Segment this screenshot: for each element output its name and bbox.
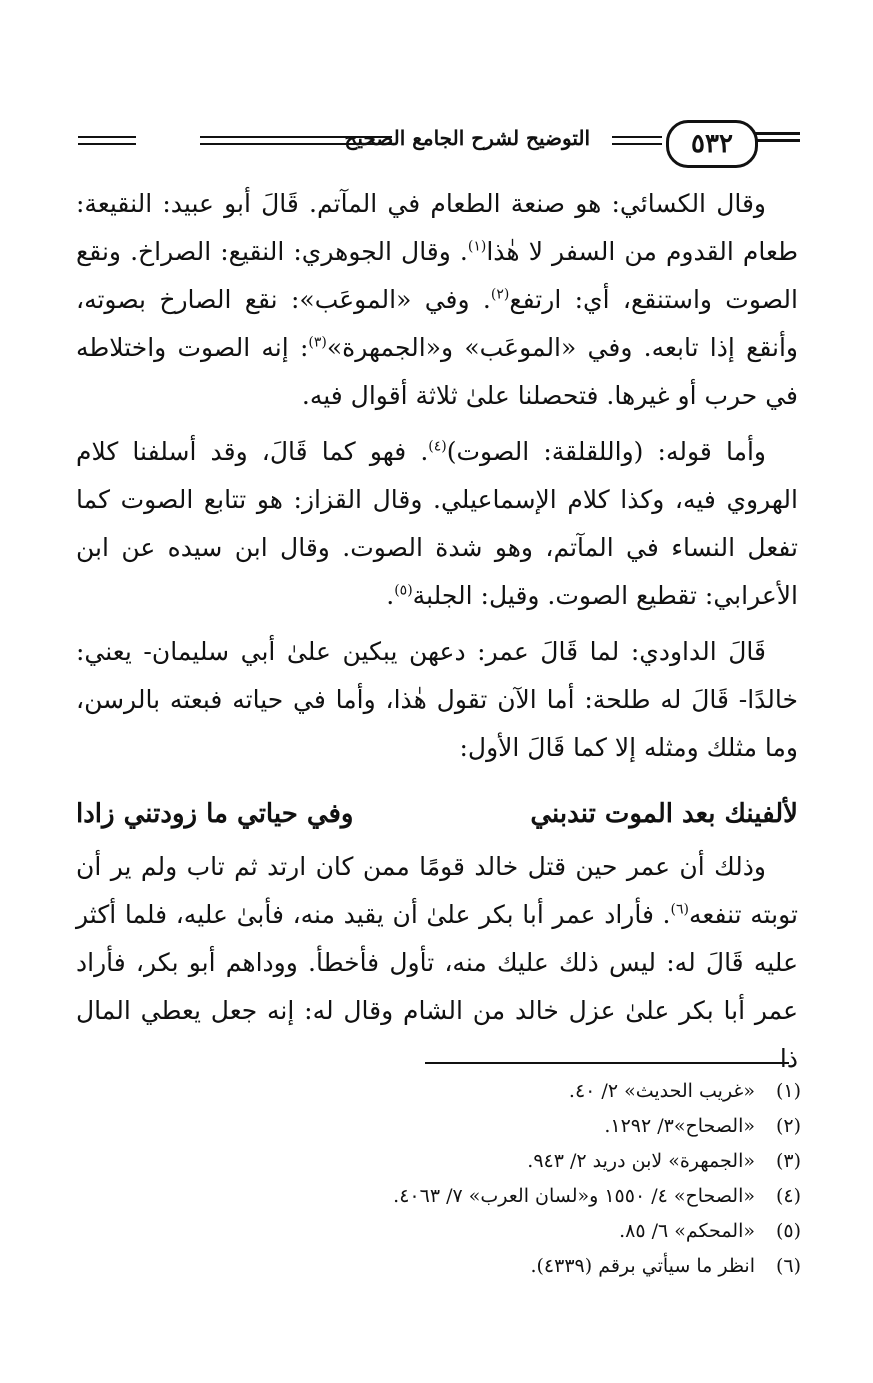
footnote-ref: (٦) (670, 901, 689, 918)
paragraph (76, 628, 798, 772)
footnote-number: (٢) (775, 1115, 801, 1137)
footnote-text: انظر ما سيأتي برقم (٤٣٣٩). (530, 1255, 755, 1277)
footnote-number: (٤) (775, 1185, 801, 1207)
footnote-separator (425, 1062, 789, 1064)
footnote-text: «المحكم» ٦/ ٨٥. (619, 1220, 755, 1242)
text-run: وأما قوله: (واللقلقة: الصوت) (446, 437, 766, 466)
footnote (81, 1214, 801, 1249)
footnote-ref: (٤) (428, 438, 447, 455)
footnote-ref: (١) (467, 238, 487, 255)
poetry-verse (76, 790, 798, 838)
footnote-text: «غريب الحديث» ٢/ ٤٠. (568, 1080, 755, 1102)
text-run: : إنه الصوت واختلاطه في حرب أو غيرها. فتحصلنا علىٰ ثلاثة أقوال فيه. (76, 333, 798, 410)
running-header (60, 112, 800, 172)
text-run: وذلك أن عمر حين قتل خالد قومًا ممن كان ارتد ثم تاب ولم ير أن توبته تنفعه (76, 852, 799, 929)
footnote-number: (٣) (775, 1150, 801, 1172)
footnote-text: «الصحاح»٣/ ١٢٩٢. (604, 1115, 755, 1137)
footnote (81, 1109, 801, 1144)
footnote (81, 1074, 801, 1109)
paragraph (76, 180, 798, 420)
footnote (81, 1179, 801, 1214)
verse-first-hemistich: لألفينك بعد الموت تندبني (530, 799, 798, 829)
footnote-ref: (٣) (308, 334, 327, 351)
paragraph (76, 843, 798, 1083)
footnote (81, 1144, 801, 1179)
footnote-number: (٦) (775, 1255, 801, 1277)
book-title: التوضيح لشرح الجامع الصحيح (344, 126, 590, 150)
header-rule (612, 136, 662, 145)
main-text-continued (76, 843, 798, 1083)
text-run: . فأراد عمر أبا بكر علىٰ أن يقيد منه، فأبىٰ عليه، فلما أكثر عليه قَالَ له: ليس ذلك عليك منه، تأول فأخطأ. ووداهم أبو بكر، فأراد عمر أبا بكر علىٰ عزل خالد من الشام وقال له: إنه جعل يعطي المال ذا (76, 900, 798, 1073)
header-rule (78, 136, 136, 145)
footnote-number: (١) (775, 1080, 801, 1102)
page-number: ٥٣٢ (666, 120, 758, 168)
text-run: . (386, 581, 395, 610)
text-run: . وقال الجوهري: النقيع: الصراخ. ونقع الصوت واستنقع، أي: ارتفع (76, 237, 798, 314)
footnote-ref: (٢) (490, 286, 510, 303)
verse-second-hemistich: وفي حياتي ما زودتني زادا (76, 799, 354, 829)
paragraph (76, 428, 798, 620)
text-run: . وفي «الموعَب»: نقع الصارخ بصوته، وأنقع إذا تابعه. وفي «الموعَب» و«الجمهرة» (76, 285, 799, 362)
footnote-number: (٥) (775, 1220, 801, 1242)
footnote-text: «الجمهرة» لابن دريد ٢/ ٩٤٣. (527, 1150, 755, 1172)
main-text (76, 180, 798, 772)
footnote-ref: (٥) (394, 582, 413, 599)
footnote (81, 1249, 801, 1284)
text-run: وقال الكسائي: هو صنعة الطعام في المآتم. قَالَ أبو عبيد: النقيعة: طعام القدوم من السفر لا هٰذا (76, 189, 798, 266)
text-run: . فهو كما قَالَ، وقد أسلفنا كلام الهروي فيه، وكذا كلام الإسماعيلي. وقال القزاز: هو تتابع الصوت كما تفعل النساء في المآتم، وهو شدة الصوت. وقال ابن سيده عن ابن الأعرابي: تقطيع الصوت. وقيل: الجلبة (76, 437, 798, 610)
footnotes (81, 1074, 801, 1284)
text-run: قَالَ الداودي: لما قَالَ عمر: دعهن يبكين علىٰ أبي سليمان- يعني: خالدًا- قَالَ له طلحة: أما الآن تقول هٰذا، وأما في حياته فبعته بالرسن، وما مثلك ومثله إلا كما قَالَ الأول: (76, 637, 798, 762)
footnote-text: «الصحاح» ٤/ ١٥٥٠ و«لسان العرب» ٧/ ٤٠٦٣. (393, 1185, 755, 1207)
